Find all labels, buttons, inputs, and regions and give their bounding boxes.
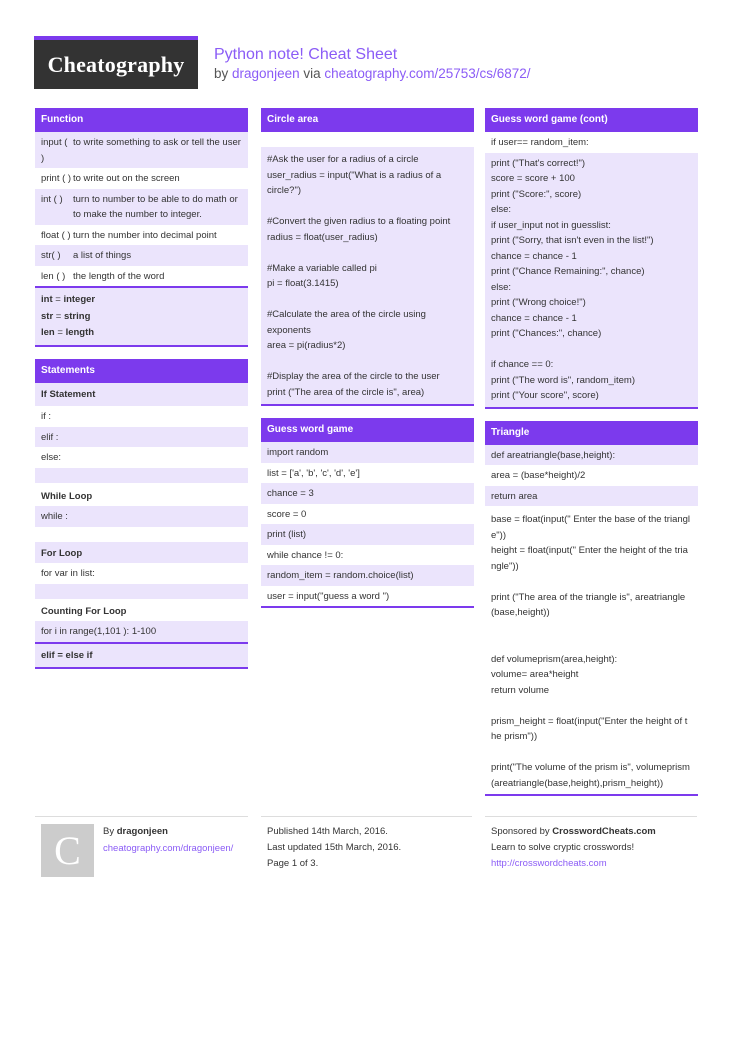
statement-line: for i in range(1,101 ): 1-100 bbox=[35, 621, 248, 642]
function-name: int ( ) bbox=[41, 193, 63, 205]
footer-author-link[interactable]: cheatography.com/dragonjeen/ bbox=[103, 843, 234, 854]
circle-area-code: #Ask the user for a radius of a circle user_radius = input("What is a radius of a circle?") #Convert the given radius to a floating point radius = float(user_radius) #Make a variable called pi pi = float(3.1415) #Calculate the area of the circle using exponents area = pi(radius*2) #Display the area of the circle to the user print ("The area of the circle is", area) bbox=[261, 147, 474, 404]
blank-row bbox=[35, 584, 248, 599]
guess-game-box bbox=[261, 418, 474, 608]
page-title: Python note! Cheat Sheet bbox=[214, 46, 398, 63]
code-line: while chance != 0: bbox=[261, 545, 474, 566]
guess-game-cont-box bbox=[485, 108, 698, 409]
footer-dates bbox=[267, 824, 401, 872]
if-heading: If Statement bbox=[35, 383, 248, 407]
function-row bbox=[35, 266, 248, 287]
code-line: def areatriangle(base,height): bbox=[485, 445, 698, 466]
elif-note: elif = else if bbox=[35, 644, 248, 668]
function-name: print ( ) bbox=[41, 173, 72, 184]
function-row bbox=[35, 168, 248, 189]
function-name: float ( ) bbox=[41, 229, 71, 241]
function-desc: to write something to ask or tell the user bbox=[73, 137, 241, 148]
avatar-letter: C bbox=[54, 828, 81, 873]
page-number: Page 1 of 3. bbox=[267, 858, 319, 869]
function-row bbox=[35, 225, 248, 246]
function-row bbox=[35, 132, 248, 168]
for-heading: For Loop bbox=[35, 542, 248, 564]
triangle-code: base = float(input(" Enter the base of the triangle")) height = float(input(" Enter the height of the triangle")) print ("The area of the triangle is", areatriangle(base,height)) def volumeprism(area,height): volume= area*height return volume prism_height = float(input("Enter the height of the prism")) print("The volume of the prism is", volumeprism(areatriangle(base,height),prism_height)) bbox=[485, 506, 698, 794]
guess-game-title: Guess word game bbox=[261, 418, 474, 442]
footer-divider bbox=[35, 816, 248, 817]
published-date: Published 14th March, 2016. bbox=[267, 826, 388, 837]
statements-box bbox=[35, 359, 248, 670]
statement-line: if : bbox=[35, 406, 248, 427]
blank-row bbox=[261, 132, 474, 147]
guess-game-cont-title: Guess word game (cont) bbox=[485, 108, 698, 132]
triangle-title: Triangle bbox=[485, 421, 698, 445]
statement-line: else: bbox=[35, 447, 248, 468]
column-1 bbox=[35, 108, 248, 677]
sponsor-link[interactable]: http://crosswordcheats.com bbox=[491, 858, 607, 869]
function-desc: turn to number to be able to do math or to make the number to integer. bbox=[73, 193, 238, 220]
blank-row bbox=[35, 527, 248, 542]
code-line: import random bbox=[261, 442, 474, 463]
code-line: area = (base*height)/2 bbox=[485, 465, 698, 486]
circle-area-box bbox=[261, 108, 474, 406]
function-name: input ( ) bbox=[41, 137, 68, 164]
code-line: list = ['a', 'b', 'c', 'd', 'e'] bbox=[261, 463, 474, 484]
author-avatar[interactable] bbox=[41, 824, 94, 877]
code-line: chance = 3 bbox=[261, 483, 474, 504]
cheatography-logo[interactable] bbox=[34, 36, 198, 89]
function-desc: the length of the word bbox=[73, 270, 165, 282]
column-2 bbox=[261, 108, 474, 616]
footer-author bbox=[103, 824, 233, 857]
via-label: via bbox=[303, 66, 321, 81]
function-box bbox=[35, 108, 248, 347]
statements-box-title: Statements bbox=[35, 359, 248, 383]
sheet-url-link[interactable]: cheatography.com/25753/cs/6872/ bbox=[324, 66, 531, 81]
code-line: if user== random_item: bbox=[485, 132, 698, 153]
note-line: len = length bbox=[41, 327, 95, 338]
footer-author-name: dragonjeen bbox=[116, 826, 168, 837]
function-name: str( ) bbox=[41, 250, 61, 261]
byline bbox=[214, 66, 531, 81]
code-line: user = input("guess a word ") bbox=[261, 586, 474, 607]
while-heading: While Loop bbox=[35, 483, 248, 507]
by-label: by bbox=[214, 66, 229, 81]
sponsor-tagline: Learn to solve cryptic crosswords! bbox=[491, 842, 635, 853]
circle-area-title: Circle area bbox=[261, 108, 474, 132]
counting-heading: Counting For Loop bbox=[35, 599, 248, 622]
function-desc: a list of things bbox=[73, 250, 132, 261]
footer-by-label: By bbox=[103, 826, 115, 837]
statement-line: for var in list: bbox=[35, 563, 248, 584]
statement-line: elif : bbox=[35, 427, 248, 448]
function-desc: to write out on the screen bbox=[73, 173, 180, 184]
function-notes bbox=[35, 288, 248, 345]
guess-game-cont-code: print ("That's correct!") score = score + 100 print ("Score:", score) else: if user_input not in guesslist: print ("Sorry, that isn't even in the list!") chance = chance - 1 print ("Chance Remaining:", chance) else: print ("Wrong choice!") chance = chance - 1 print ("Chances:", chance) if chance == 0: print ("The word is", random_item) print ("Your score", score) bbox=[485, 153, 698, 407]
note-line: int = integer bbox=[41, 294, 96, 305]
triangle-box bbox=[485, 421, 698, 797]
footer-divider bbox=[485, 816, 697, 817]
brand-name: Cheatography bbox=[47, 51, 185, 77]
function-name: len ( ) bbox=[41, 270, 66, 282]
updated-date: Last updated 15th March, 2016. bbox=[267, 842, 402, 853]
code-line: print (list) bbox=[261, 524, 474, 545]
note-line: str = string bbox=[41, 310, 91, 322]
author-link[interactable]: dragonjeen bbox=[232, 66, 300, 81]
sponsor-name: CrosswordCheats.com bbox=[552, 826, 656, 837]
function-row bbox=[35, 245, 248, 266]
code-line: score = 0 bbox=[261, 504, 474, 525]
column-3 bbox=[485, 108, 698, 804]
code-line: random_item = random.choice(list) bbox=[261, 565, 474, 586]
function-row bbox=[35, 189, 248, 225]
function-desc: turn the number into decimal point bbox=[73, 229, 217, 241]
code-line: return area bbox=[485, 486, 698, 507]
footer-sponsor bbox=[491, 824, 656, 872]
function-box-title: Function bbox=[35, 108, 248, 132]
sponsored-by-label: Sponsored by bbox=[491, 826, 550, 837]
footer-divider bbox=[261, 816, 472, 817]
statement-line: while : bbox=[35, 506, 248, 527]
blank-row bbox=[35, 468, 248, 483]
